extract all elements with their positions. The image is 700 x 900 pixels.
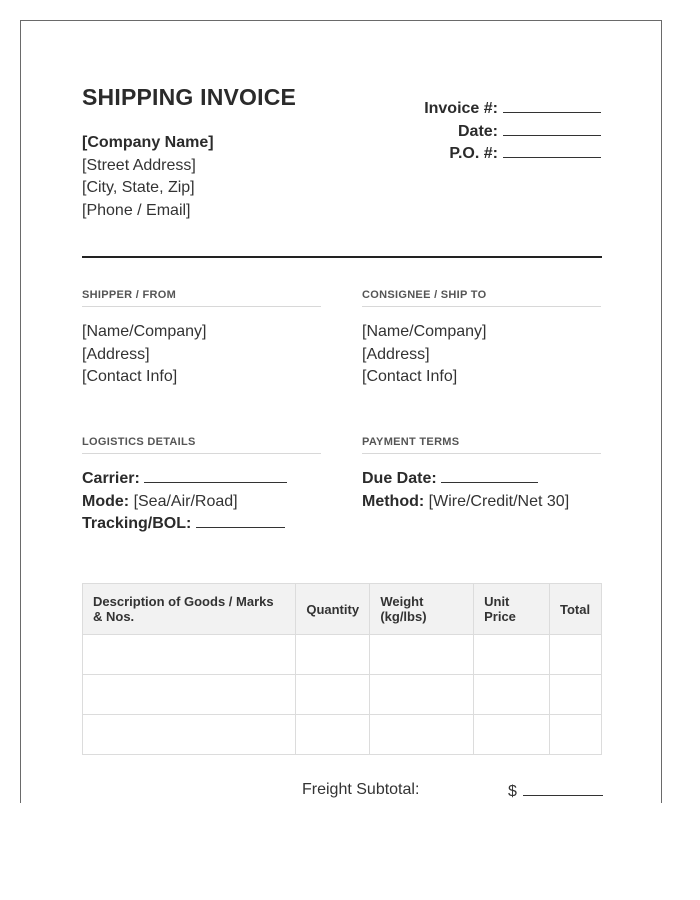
company-block bbox=[82, 132, 214, 222]
col-unit-price: Unit Price bbox=[474, 584, 550, 635]
freight-subtotal-field[interactable] bbox=[523, 781, 603, 796]
shipper-address[interactable]: [Address] bbox=[82, 345, 150, 363]
company-street[interactable]: [Street Address] bbox=[82, 156, 196, 174]
mode-row bbox=[82, 491, 287, 514]
freight-subtotal-label: Freight Subtotal: bbox=[302, 781, 420, 798]
consignee-name[interactable]: [Name/Company] bbox=[362, 323, 487, 340]
due-date-field[interactable] bbox=[441, 468, 538, 483]
invoice-number-row bbox=[424, 98, 601, 121]
po-number-label: P.O. #: bbox=[449, 145, 498, 162]
table-row bbox=[83, 635, 602, 675]
consignee-block bbox=[362, 321, 487, 389]
tracking-field[interactable] bbox=[196, 513, 285, 528]
company-contact[interactable]: [Phone / Email] bbox=[82, 201, 191, 219]
table-cell[interactable] bbox=[83, 715, 296, 755]
table-cell[interactable] bbox=[296, 635, 370, 675]
col-weight: Weight (kg/lbs) bbox=[370, 584, 474, 635]
logistics-heading: LOGISTICS DETAILS bbox=[82, 436, 321, 454]
consignee-heading: CONSIGNEE / SHIP TO bbox=[362, 289, 601, 307]
due-date-label: Due Date: bbox=[362, 470, 437, 487]
table-cell[interactable] bbox=[474, 675, 550, 715]
consignee-address[interactable]: [Address] bbox=[362, 345, 430, 363]
po-number-row bbox=[424, 143, 601, 166]
carrier-field[interactable] bbox=[144, 468, 287, 483]
col-total: Total bbox=[549, 584, 601, 635]
freight-subtotal-row bbox=[508, 781, 603, 801]
carrier-label: Carrier: bbox=[82, 470, 140, 487]
table-cell[interactable] bbox=[83, 635, 296, 675]
po-number-field[interactable] bbox=[503, 143, 601, 158]
invoice-date-row bbox=[424, 121, 601, 144]
currency-symbol: $ bbox=[508, 783, 517, 800]
table-row bbox=[83, 675, 602, 715]
table-cell[interactable] bbox=[296, 675, 370, 715]
method-row bbox=[362, 491, 569, 514]
table-cell[interactable] bbox=[549, 715, 601, 755]
payment-heading: PAYMENT TERMS bbox=[362, 436, 601, 454]
tracking-row bbox=[82, 513, 287, 536]
method-label: Method: bbox=[362, 492, 425, 510]
invoice-number-field[interactable] bbox=[503, 98, 601, 113]
goods-table bbox=[82, 583, 602, 755]
invoice-title: SHIPPING INVOICE bbox=[82, 84, 297, 110]
consignee-contact[interactable]: [Contact Info] bbox=[362, 368, 458, 385]
table-cell[interactable] bbox=[549, 635, 601, 675]
shipper-name[interactable]: [Name/Company] bbox=[82, 323, 207, 340]
shipper-contact[interactable]: [Contact Info] bbox=[82, 368, 178, 385]
table-cell[interactable] bbox=[370, 715, 474, 755]
shipper-heading: SHIPPER / FROM bbox=[82, 289, 321, 307]
company-name[interactable]: [Company Name] bbox=[82, 134, 214, 151]
invoice-number-label: Invoice #: bbox=[424, 100, 498, 117]
invoice-meta bbox=[424, 98, 601, 166]
invoice-date-field[interactable] bbox=[503, 121, 601, 136]
tracking-label: Tracking/BOL: bbox=[82, 515, 192, 532]
shipper-block bbox=[82, 321, 207, 389]
col-description: Description of Goods / Marks & Nos. bbox=[83, 584, 296, 635]
invoice-date-label: Date: bbox=[457, 122, 498, 140]
due-date-row bbox=[362, 468, 569, 491]
company-city[interactable]: [City, State, Zip] bbox=[82, 179, 195, 196]
col-quantity: Quantity bbox=[296, 584, 370, 635]
table-header-row bbox=[83, 584, 602, 635]
payment-block bbox=[362, 468, 569, 513]
mode-value[interactable]: [Sea/Air/Road] bbox=[133, 492, 238, 510]
method-value[interactable]: [Wire/Credit/Net 30] bbox=[428, 492, 570, 510]
table-cell[interactable] bbox=[370, 675, 474, 715]
header-divider bbox=[82, 256, 602, 258]
table-cell[interactable] bbox=[474, 635, 550, 675]
logistics-block bbox=[82, 468, 287, 536]
table-row bbox=[83, 715, 602, 755]
table-cell[interactable] bbox=[296, 715, 370, 755]
table-cell[interactable] bbox=[549, 675, 601, 715]
table-cell[interactable] bbox=[370, 635, 474, 675]
table-cell[interactable] bbox=[83, 675, 296, 715]
mode-label: Mode: bbox=[82, 492, 130, 510]
invoice-page bbox=[20, 20, 662, 803]
table-cell[interactable] bbox=[474, 715, 550, 755]
carrier-row bbox=[82, 468, 287, 491]
